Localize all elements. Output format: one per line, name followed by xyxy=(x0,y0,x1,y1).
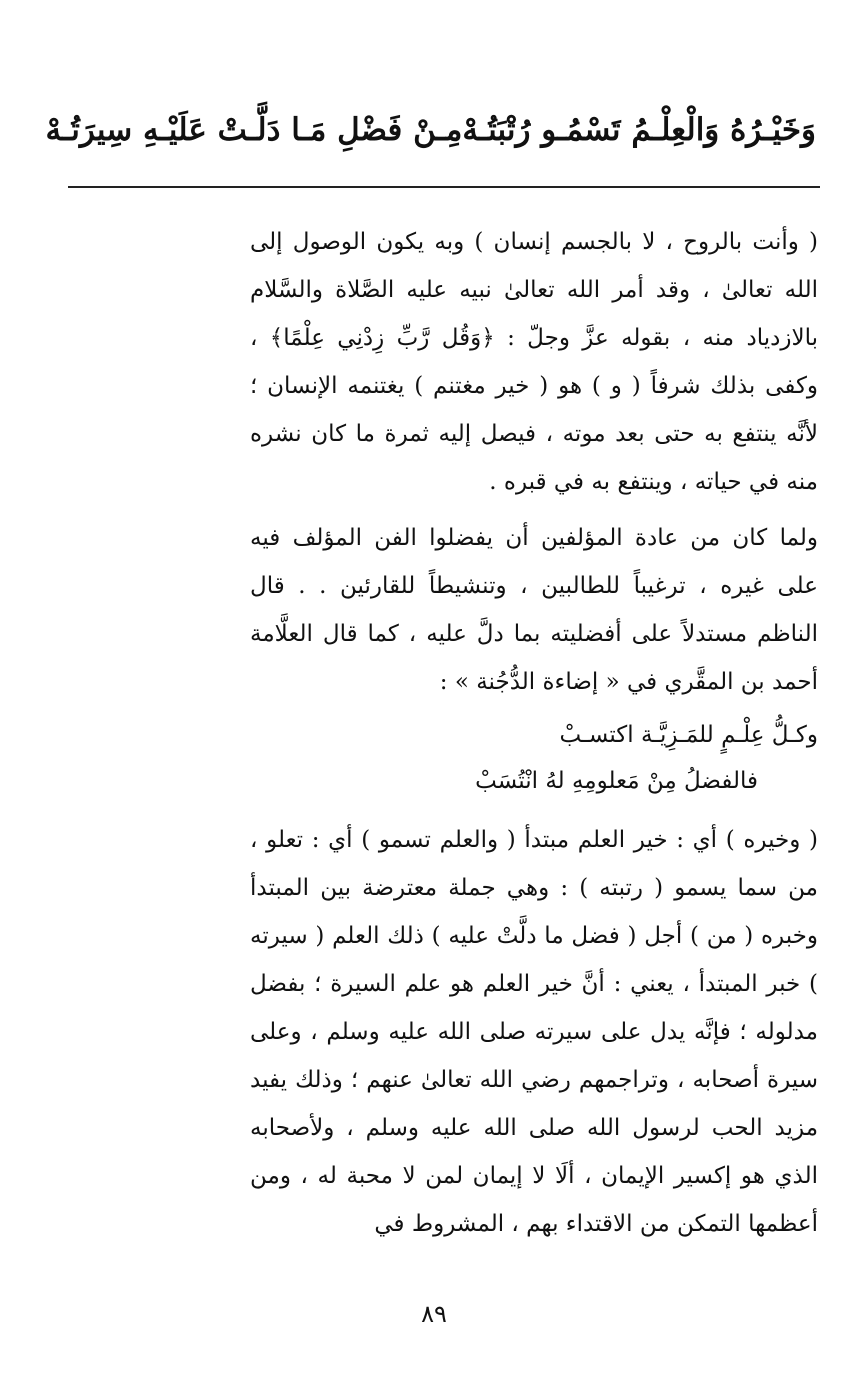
quoted-verse xyxy=(250,712,818,804)
text-line: ولما كان من عادة المؤلفين أن يفضلوا الفن المؤلف فيه xyxy=(250,525,818,551)
text-line: بفضل مدلوله ؛ فإنَّه يدل على سيرته صلى الله عليه وسلم ، xyxy=(250,971,818,1045)
text-line: المبتدأ وخبره ( من ) أجل ( فضل ما دلَّتْ عليه ) ذلك العلم xyxy=(250,875,818,949)
text-line: تعلو ، من سما يسمو ( رتبته ) : وهي جملة معترضة بين xyxy=(250,827,819,901)
text-line: تعالىٰ ، وقد أمر الله تعالىٰ نبيه عليه الصَّلاة والسَّلام بالازدياد xyxy=(250,277,818,351)
text-line: له ، ومن أعظمها التمكن من الاقتداء بهم ، المشروط في xyxy=(250,1163,818,1237)
text-line: منه ، بقوله عزَّ وجلّ : ﴿وَقُل رَّبِّ زِدْنِي عِلْمًا﴾ ، وكفى بذلك xyxy=(250,325,819,399)
text-line: حتى بعد موته ، فيصل إليه ثمرة ما كان نشره منه في حياته ، xyxy=(250,421,818,495)
text-line: شرفاً ( و ) هو ( خير مغتنم ) يغتنمه الإنسان ؛ لأنَّه ينتفع به xyxy=(250,373,818,447)
paragraph-2 xyxy=(250,514,818,706)
text-line: مستدلاً على أفضليته بما دلَّ عليه ، كما قال العلَّامة أحمد بن xyxy=(250,621,818,695)
body-text xyxy=(250,218,818,1248)
verse-line-1: وكـلُّ عِلْـمٍ للمَـزِيَّـة اكتسـبْ xyxy=(559,722,818,748)
verse-line-2: فالفضلُ مِنْ مَعلومِهِ لهُ انْتُسَبْ xyxy=(475,768,758,794)
paragraph-1 xyxy=(250,218,818,506)
text-line: ( سيرته ) خبر المبتدأ ، يعني : أنَّ خير العلم هو علم السيرة ؛ xyxy=(250,923,819,997)
text-line: وعلى سيرة أصحابه ، وتراجمهم رضي الله تعالىٰ عنهم ؛ xyxy=(250,1019,818,1093)
verse-header xyxy=(46,100,816,160)
header-divider xyxy=(68,186,820,188)
verse-hemistich-first: وَخَيْـرُهُ وَالْعِلْـمُ تَسْمُـو رُتْبَتُـهْ xyxy=(462,112,816,148)
text-line: ولأصحابه الذي هو إكسير الإيمان ، ألَا لا إيمان لمن لا محبة xyxy=(250,1115,819,1189)
text-line: وينتفع به في قبره . xyxy=(489,469,673,495)
text-line: المقَّري في « إضاءة الدُّجُنة » : xyxy=(439,669,734,695)
paragraph-3 xyxy=(250,816,818,1248)
text-line: وذلك يفيد مزيد الحب لرسول الله صلى الله عليه وسلم ، xyxy=(250,1067,819,1141)
text-line: على غيره ، ترغيباً للطالبين ، وتنشيطاً للقارئين . . قال الناظم xyxy=(250,573,819,647)
page-number: ٨٩ xyxy=(421,1300,447,1328)
text-line: ( وخيره ) أي : خير العلم مبتدأ ( والعلم تسمو ) أي : xyxy=(311,827,818,853)
text-line: ( وأنت بالروح ، لا بالجسم إنسان ) وبه يكون الوصول إلى الله xyxy=(250,229,818,303)
verse-hemistich-second: مِـنْ فَضْلِ مَـا دَلَّـتْ عَلَيْـهِ سِيرَتُـهْ xyxy=(45,112,463,148)
